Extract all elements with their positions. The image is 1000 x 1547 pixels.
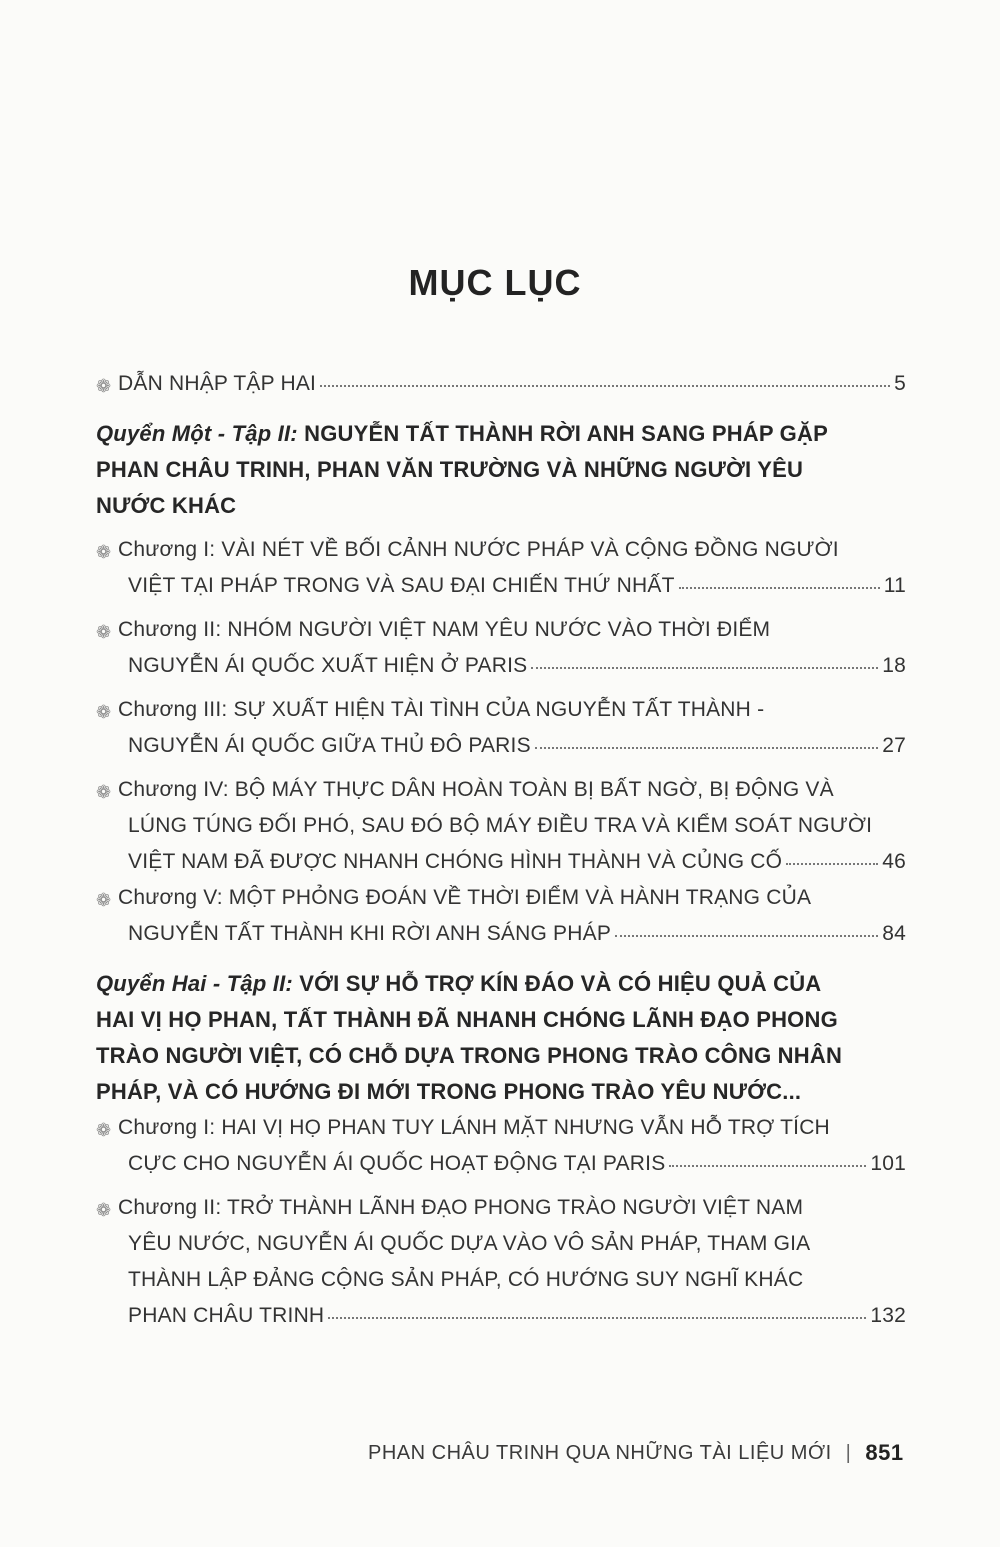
- entry-text: NGUYỄN ÁI QUỐC GIỮA THỦ ĐÔ PARIS: [128, 734, 531, 757]
- flower-bullet-icon: ❁: [96, 622, 112, 642]
- page-number: 101: [870, 1152, 906, 1175]
- part-title-line: VỚI SỰ HỖ TRỢ KÍN ĐÁO VÀ CÓ HIỆU QUẢ CỦA: [299, 971, 822, 996]
- flower-bullet-icon: ❁: [96, 1200, 112, 1220]
- page-number: 18: [882, 654, 906, 677]
- dot-leader: [531, 666, 878, 669]
- entry-text: Chương V: MỘT PHỎNG ĐOÁN VỀ THỜI ĐIỂM VÀ HÀNH TRẠNG CỦA: [118, 886, 812, 909]
- toc-entry-chapter[interactable]: [96, 1110, 906, 1182]
- entry-text: DẪN NHẬP TẬP HAI: [118, 372, 317, 395]
- running-title: PHAN CHÂU TRINH QUA NHỮNG TÀI LIỆU MỚI: [368, 1441, 832, 1464]
- part-title-line: PHÁP, VÀ CÓ HƯỚNG ĐI MỚI TRONG PHONG TRÀO YÊU NƯỚC...: [96, 1079, 802, 1104]
- toc-entry-intro[interactable]: [96, 366, 906, 402]
- entry-text: NGUYỄN ÁI QUỐC XUẤT HIỆN Ở PARIS: [128, 654, 528, 677]
- flower-bullet-icon: ❁: [96, 376, 112, 396]
- part-label: Quyển Một - Tập II:: [96, 421, 298, 446]
- page-title: MỤC LỤC: [408, 262, 582, 303]
- entry-text: THÀNH LẬP ĐẢNG CỘNG SẢN PHÁP, CÓ HƯỚNG SUY NGHĨ KHÁC: [128, 1268, 804, 1291]
- dot-leader: [615, 934, 878, 937]
- entry-text: YÊU NƯỚC, NGUYỄN ÁI QUỐC DỰA VÀO VÔ SẢN PHÁP, THAM GIA: [128, 1232, 811, 1255]
- part-label: Quyển Hai - Tập II:: [96, 971, 293, 996]
- part-heading-1: [96, 416, 906, 524]
- dot-leader: [320, 384, 890, 387]
- entry-text: LÚNG TÚNG ĐỐI PHÓ, SAU ĐÓ BỘ MÁY ĐIỀU TRA VÀ KIỂM SOÁT NGƯỜI: [128, 814, 873, 837]
- page-footer: [368, 1440, 908, 1466]
- part-heading-2: [96, 966, 906, 1110]
- part-title-line: PHAN CHÂU TRINH, PHAN VĂN TRƯỜNG VÀ NHỮNG NGƯỜI YÊU: [96, 457, 804, 482]
- dot-leader: [679, 586, 880, 589]
- toc-entry-chapter[interactable]: [96, 692, 906, 764]
- entry-text: Chương I: VÀI NÉT VỀ BỐI CẢNH NƯỚC PHÁP VÀ CỘNG ĐỒNG NGƯỜI: [118, 538, 839, 561]
- flower-bullet-icon: ❁: [96, 702, 112, 722]
- page-number: 11: [883, 574, 906, 597]
- entry-text: Chương IV: BỘ MÁY THỰC DÂN HOÀN TOÀN BỊ BẤT NGỜ, BỊ ĐỘNG VÀ: [118, 778, 834, 801]
- flower-bullet-icon: ❁: [96, 890, 112, 910]
- dot-leader: [786, 862, 878, 865]
- page-number: 46: [882, 850, 906, 873]
- entry-text: Chương II: NHÓM NGƯỜI VIỆT NAM YÊU NƯỚC VÀO THỜI ĐIỂM: [118, 618, 771, 641]
- toc-entry-chapter[interactable]: [96, 612, 906, 684]
- entry-text: Chương II: TRỞ THÀNH LÃNH ĐẠO PHONG TRÀO NGƯỜI VIỆT NAM: [118, 1196, 804, 1219]
- entry-text: NGUYỄN TẤT THÀNH KHI RỜI ANH SÁNG PHÁP: [128, 922, 612, 945]
- dot-leader: [535, 746, 878, 749]
- footer-page-number: 851: [865, 1440, 904, 1465]
- dot-leader: [328, 1316, 866, 1319]
- table-of-contents: [96, 366, 906, 1334]
- flower-bullet-icon: ❁: [96, 782, 112, 802]
- entry-text: VIỆT NAM ĐÃ ĐƯỢC NHANH CHÓNG HÌNH THÀNH VÀ CỦNG CỐ: [128, 850, 783, 873]
- entry-text: PHAN CHÂU TRINH: [128, 1304, 325, 1327]
- toc-entry-chapter[interactable]: [96, 772, 906, 880]
- footer-separator: |: [845, 1441, 852, 1464]
- entry-text: CỰC CHO NGUYỄN ÁI QUỐC HOẠT ĐỘNG TẠI PARIS: [128, 1152, 666, 1175]
- page-number: 27: [882, 734, 906, 757]
- entry-text: Chương I: HAI VỊ HỌ PHAN TUY LÁNH MẶT NHƯNG VẪN HỖ TRỢ TÍCH: [118, 1116, 830, 1139]
- page-number: 5: [894, 372, 906, 395]
- entry-text: VIỆT TẠI PHÁP TRONG VÀ SAU ĐẠI CHIẾN THỨ NHẤT: [128, 574, 675, 597]
- flower-bullet-icon: ❁: [96, 1120, 112, 1140]
- dot-leader: [669, 1164, 866, 1167]
- part-title-line: NGUYỄN TẤT THÀNH RỜI ANH SANG PHÁP GẶP: [304, 421, 828, 446]
- entry-text: Chương III: SỰ XUẤT HIỆN TÀI TÌNH CỦA NGUYỄN TẤT THÀNH -: [118, 698, 765, 721]
- flower-bullet-icon: ❁: [96, 542, 112, 562]
- part-title-line: HAI VỊ HỌ PHAN, TẤT THÀNH ĐÃ NHANH CHÓNG LÃNH ĐẠO PHONG: [96, 1007, 838, 1032]
- toc-entry-chapter[interactable]: [96, 532, 906, 604]
- page-number: 132: [870, 1304, 906, 1327]
- page-number: 84: [882, 922, 906, 945]
- toc-entry-chapter[interactable]: [96, 880, 906, 952]
- part-title-line: NƯỚC KHÁC: [96, 493, 237, 518]
- toc-entry-chapter[interactable]: [96, 1190, 906, 1334]
- part-title-line: TRÀO NGƯỜI VIỆT, CÓ CHỖ DỰA TRONG PHONG TRÀO CÔNG NHÂN: [96, 1043, 843, 1068]
